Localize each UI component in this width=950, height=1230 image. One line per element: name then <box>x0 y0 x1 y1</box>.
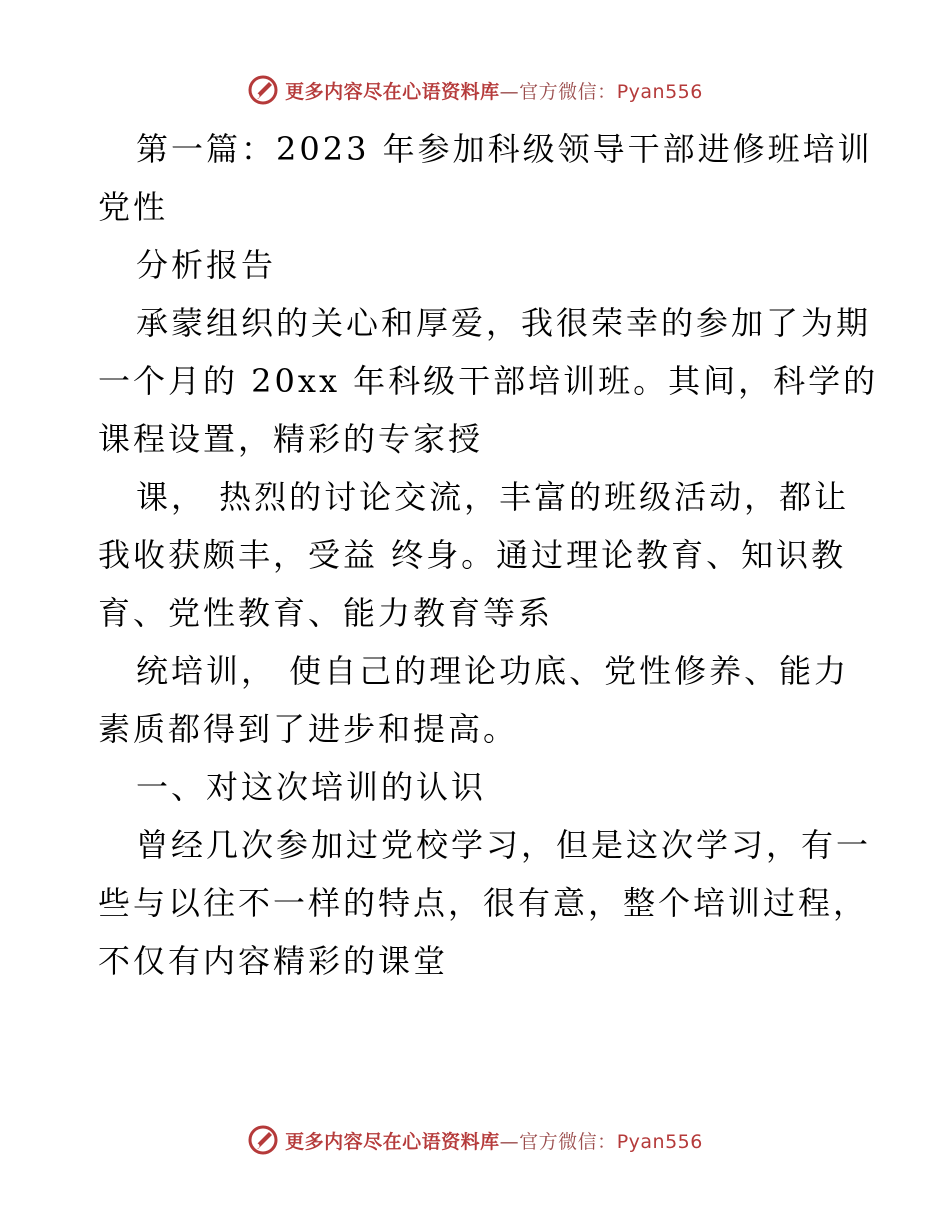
header-banner-text <box>285 77 703 104</box>
text-line: 第一篇：2023 年参加科级领导干部进修班培训 <box>136 130 873 168</box>
footer-banner-wechat-label: —官方微信： <box>499 1130 617 1153</box>
footer-banner <box>0 1120 950 1160</box>
text-line: 承蒙组织的关心和厚爱，我很荣幸的参加了为期 <box>136 304 872 342</box>
text-line: 党性 <box>98 188 169 226</box>
text-line: 些与以往不一样的特点，很有意，整个培训过程， <box>98 884 869 922</box>
text-line: 育、党性教育、能力教育等系 <box>98 594 554 632</box>
footer-banner-wechat-id: Pyan556 <box>616 1130 703 1153</box>
header-banner <box>0 70 950 110</box>
text-line: 曾经几次参加过党校学习，但是这次学习，有一 <box>136 826 872 864</box>
header-banner-wechat-label: —官方微信： <box>499 80 617 103</box>
logo-icon <box>247 1124 279 1156</box>
footer-banner-site: 更多内容尽在心语资料库 <box>285 1130 500 1153</box>
footer-banner-text <box>285 1127 703 1154</box>
header-banner-site: 更多内容尽在心语资料库 <box>285 80 500 103</box>
text-line: 课程设置，精彩的专家授 <box>98 420 484 458</box>
text-line: 不仅有内容精彩的课堂 <box>98 942 449 980</box>
text-line: 我收获颇丰，受益 终身。通过理论教育、知识教 <box>98 536 847 574</box>
text-line: 一个月的 20xx 年科级干部培训班。其间，科学的 <box>98 362 879 400</box>
text-line: 一、对这次培训的认识 <box>136 768 487 806</box>
header-banner-wechat-id: Pyan556 <box>616 80 703 103</box>
document-body <box>98 120 879 990</box>
text-line: 素质都得到了进步和提高。 <box>98 710 519 748</box>
text-line: 分析报告 <box>136 246 277 284</box>
text-line: 课， 热烈的讨论交流，丰富的班级活动，都让 <box>136 478 850 516</box>
text-line: 统培训， 使自己的理论功底、党性修养、能力 <box>136 652 850 690</box>
logo-icon <box>247 74 279 106</box>
